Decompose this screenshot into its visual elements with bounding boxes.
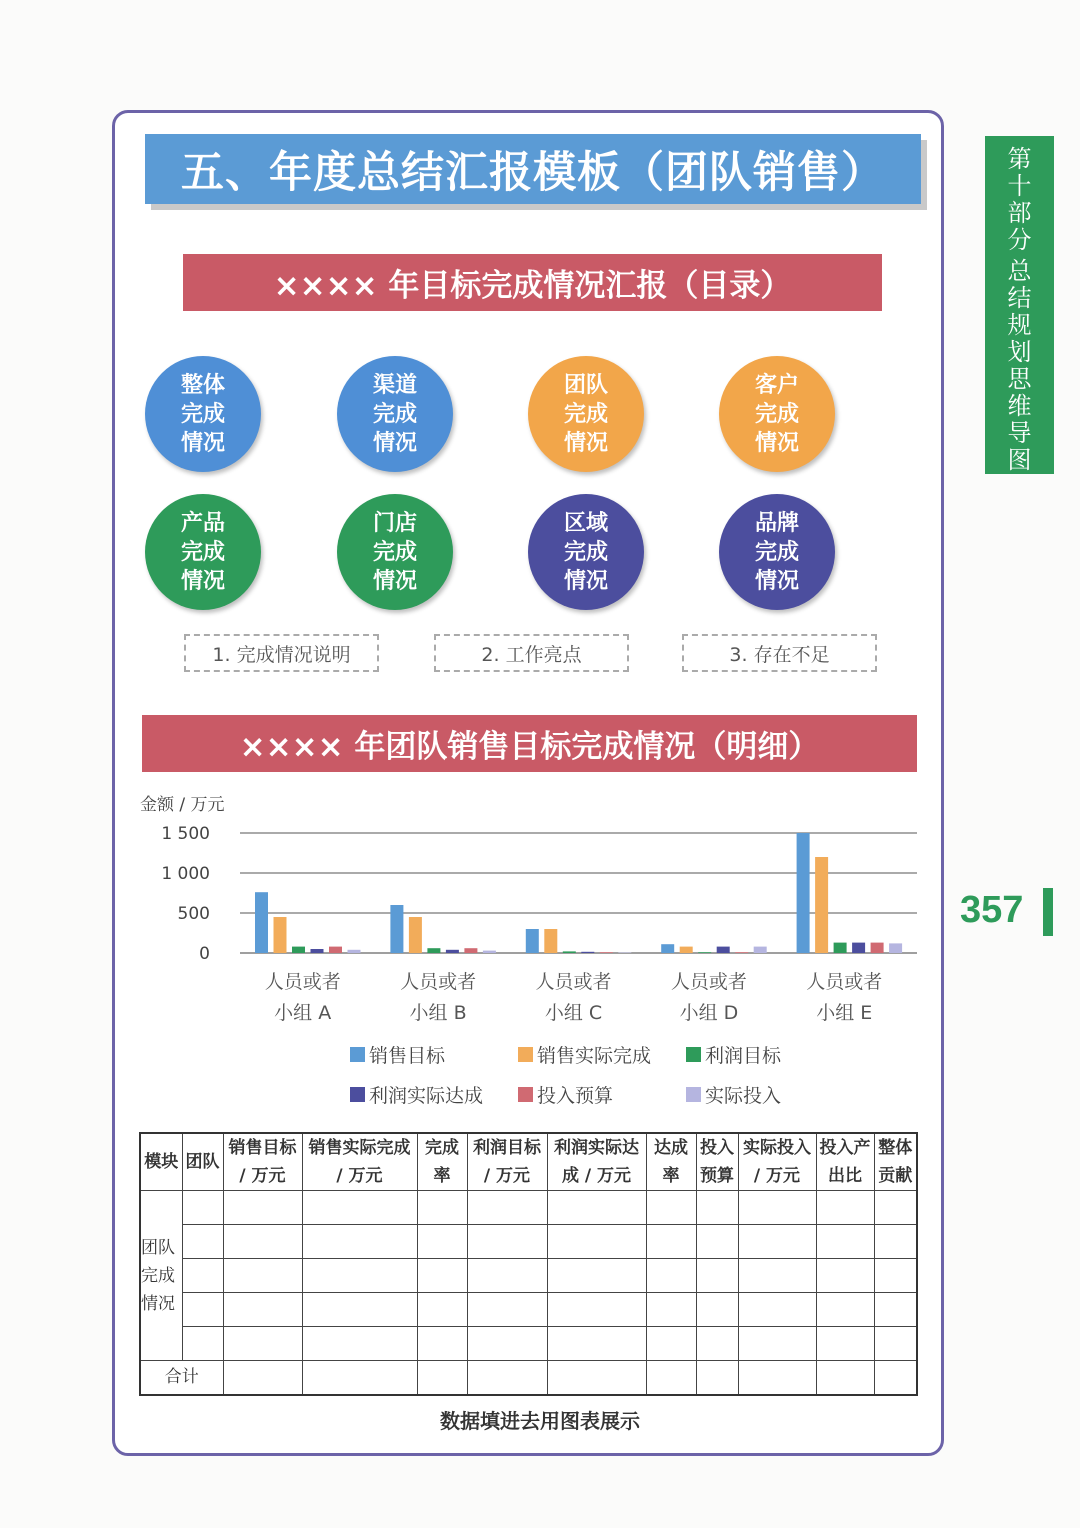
topic-circle xyxy=(337,356,453,472)
box-highlights: 2. 工作亮点 xyxy=(434,634,629,672)
page-title: 五、年度总结汇报模板（团队销售） xyxy=(145,134,921,204)
topic-circle-label: 团队完成情况 xyxy=(563,372,608,456)
header-cell: 达成率 xyxy=(646,1133,696,1191)
legend-label: 投入预算 xyxy=(537,1085,614,1107)
bar xyxy=(834,943,847,953)
section-side-tab xyxy=(985,136,1054,474)
detail-banner: ×××× 年团队销售目标完成情况（明细） xyxy=(142,715,917,772)
legend-swatch xyxy=(350,1047,365,1062)
bar xyxy=(274,917,287,953)
topic-circle xyxy=(528,356,644,472)
legend-label: 利润实际达成 xyxy=(369,1085,484,1107)
topic-circle xyxy=(719,356,835,472)
legend-swatch xyxy=(518,1087,533,1102)
table-total-row xyxy=(140,1361,917,1395)
page-number-bar xyxy=(1043,888,1053,936)
bar xyxy=(311,949,324,953)
x-tick-label: 人员或者 xyxy=(264,971,341,993)
bar xyxy=(483,951,496,953)
bar xyxy=(889,943,902,953)
bar xyxy=(329,947,342,953)
bar xyxy=(409,917,422,953)
bar xyxy=(600,952,613,953)
topic-circle xyxy=(145,356,261,472)
header-cell: 销售实际完成 / 万元 xyxy=(302,1133,417,1191)
bar xyxy=(815,857,828,953)
bar xyxy=(754,947,767,953)
header-cell: 完成率 xyxy=(417,1133,467,1191)
bar xyxy=(661,944,674,953)
toc-banner: ×××× 年目标完成情况汇报（目录） xyxy=(183,254,882,311)
sales-chart xyxy=(130,790,930,1120)
header-cell: 整体贡献 xyxy=(874,1133,917,1191)
topic-circle xyxy=(719,494,835,610)
bar xyxy=(563,951,576,953)
legend-label: 销售实际完成 xyxy=(537,1045,652,1067)
table-row xyxy=(140,1259,917,1293)
y-axis-label: 金额 / 万元 xyxy=(140,795,225,815)
topic-circle-label: 客户完成情况 xyxy=(754,372,799,456)
bar xyxy=(871,943,884,953)
bar xyxy=(348,950,361,953)
row-label-cell: 团队完成情况 xyxy=(140,1191,182,1361)
x-tick-label: 小组 D xyxy=(679,1002,739,1024)
page-number: 357 xyxy=(960,889,1024,931)
header-cell: 销售目标 / 万元 xyxy=(223,1133,302,1191)
table-row xyxy=(140,1191,917,1225)
bar xyxy=(735,952,748,953)
bar xyxy=(544,929,557,953)
bar xyxy=(526,929,539,953)
summary-table xyxy=(139,1132,918,1396)
header-cell: 模块 xyxy=(140,1133,182,1191)
y-tick-label: 1 500 xyxy=(161,824,210,844)
header-cell: 利润目标 / 万元 xyxy=(467,1133,547,1191)
header-cell: 利润实际达成 / 万元 xyxy=(547,1133,646,1191)
topic-circle-label: 产品完成情况 xyxy=(180,510,225,594)
y-tick-label: 500 xyxy=(177,904,210,924)
topic-circle xyxy=(528,494,644,610)
bar xyxy=(427,948,440,953)
legend-label: 实际投入 xyxy=(705,1085,782,1107)
table-row xyxy=(140,1327,917,1361)
bar xyxy=(390,905,403,953)
x-tick-label: 人员或者 xyxy=(670,971,747,993)
topic-circle-label: 区域完成情况 xyxy=(563,510,608,594)
legend-swatch xyxy=(518,1047,533,1062)
x-tick-label: 小组 C xyxy=(544,1002,603,1024)
total-label-cell: 合计 xyxy=(140,1361,223,1395)
legend-swatch xyxy=(686,1087,701,1102)
topic-circle-label: 渠道完成情况 xyxy=(372,372,417,456)
x-tick-label: 小组 E xyxy=(816,1002,873,1024)
y-tick-label: 0 xyxy=(199,944,210,964)
table-row xyxy=(140,1293,917,1327)
header-cell: 团队 xyxy=(182,1133,223,1191)
box-completion-notes: 1. 完成情况说明 xyxy=(184,634,379,672)
header-cell: 投入产出比 xyxy=(816,1133,874,1191)
bar xyxy=(464,948,477,953)
y-tick-label: 1 000 xyxy=(161,864,210,884)
table-header-row xyxy=(140,1133,917,1191)
bar xyxy=(698,952,711,953)
topic-circle xyxy=(337,494,453,610)
topic-circle-label: 品牌完成情况 xyxy=(754,510,799,594)
legend-label: 销售目标 xyxy=(369,1045,446,1067)
x-tick-label: 小组 B xyxy=(409,1002,467,1024)
legend-swatch xyxy=(350,1087,365,1102)
bar xyxy=(255,892,268,953)
legend-swatch xyxy=(686,1047,701,1062)
bar xyxy=(292,947,305,953)
box-shortcomings: 3. 存在不足 xyxy=(682,634,877,672)
bar xyxy=(797,833,810,953)
side-tab-title: 总 结 规 划 思 维 导 图 xyxy=(1007,257,1032,474)
x-tick-label: 小组 A xyxy=(274,1002,332,1024)
header-cell: 实际投入 / 万元 xyxy=(738,1133,816,1191)
header-cell: 投入预算 xyxy=(696,1133,738,1191)
bar xyxy=(717,947,730,953)
topic-circle-label: 整体完成情况 xyxy=(180,372,225,456)
caption: 数据填进去用图表展示 xyxy=(440,1409,640,1433)
x-tick-label: 人员或者 xyxy=(400,971,477,993)
topic-circle xyxy=(145,494,261,610)
topic-circle-label: 门店完成情况 xyxy=(372,510,417,594)
x-tick-label: 人员或者 xyxy=(535,971,612,993)
table-row xyxy=(140,1225,917,1259)
bar xyxy=(680,947,693,953)
x-tick-label: 人员或者 xyxy=(806,971,883,993)
legend-label: 利润目标 xyxy=(705,1045,782,1067)
bar xyxy=(446,950,459,953)
bar xyxy=(852,943,865,953)
side-tab-part: 第 十 部 分 xyxy=(1007,145,1032,254)
bar xyxy=(581,952,594,953)
